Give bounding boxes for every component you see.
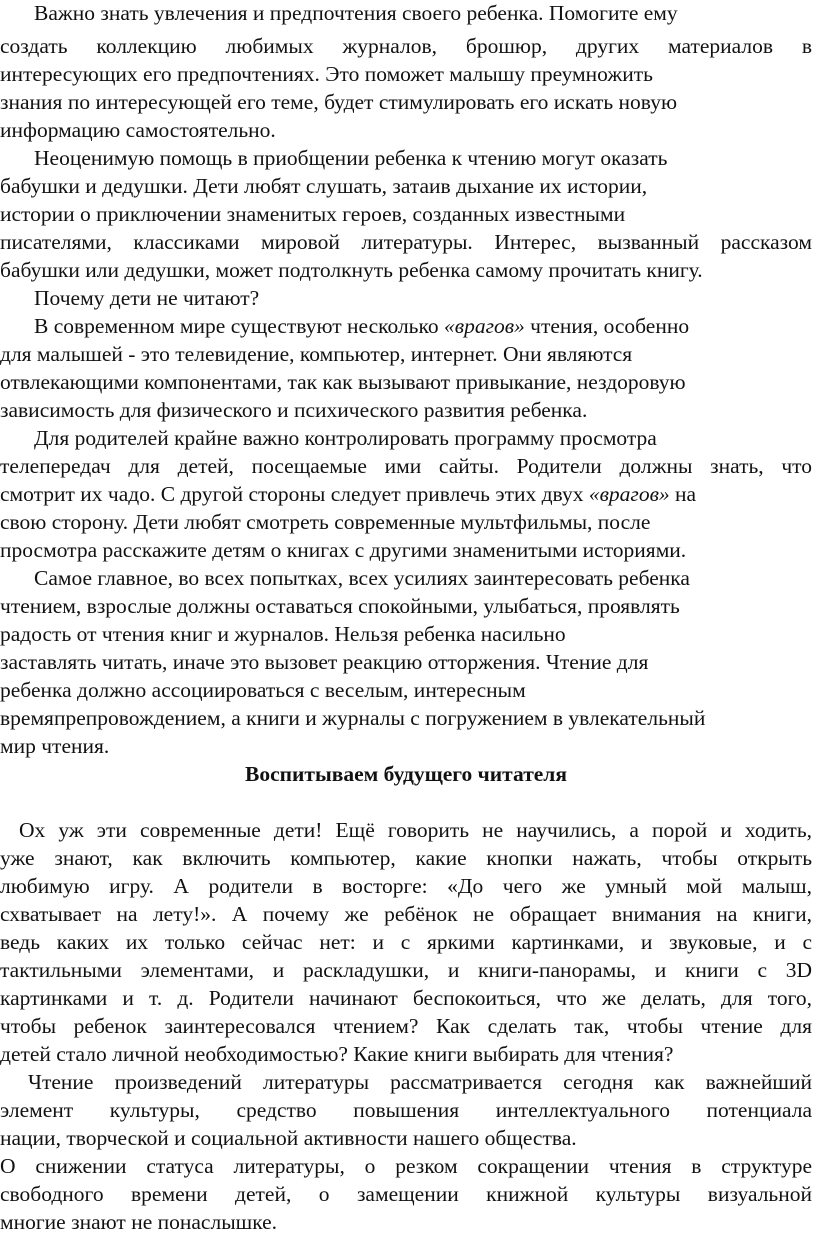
text-line: радость от чтения книг и журналов. Нельзя ребенка насильно [0, 622, 566, 646]
text-line: интересующих его предпочтениях. Это поможет малышу преумножить [0, 62, 653, 86]
text-line: бабушки и дедушки. Дети любят слушать, затаив дыхание их истории, [0, 174, 648, 198]
text-line [34, 312, 812, 340]
text-line: Чтение произведений литературы рассматривается сегодня как важнейший [28, 1070, 812, 1094]
text-fragment: на [669, 482, 697, 506]
text-line: ребенка должно ассоциироваться с веселым, интересным [0, 678, 526, 702]
text-line: чтением, взрослые должны оставаться спокойными, улыбаться, проявлять [0, 594, 680, 618]
subheading-question: Почему дети не читают? [34, 286, 260, 310]
text-line: информацию самостоятельно. [0, 118, 276, 142]
text-line: бабушки или дедушки, может подтолкнуть ребенка самому прочитать книгу. [0, 258, 703, 282]
text-line: свободного времени детей, о замещении книжной культуры визуальной [0, 1182, 812, 1206]
text-line: чтобы ребенок заинтересовался чтением? Как сделать так, чтобы чтение для [0, 1014, 812, 1038]
text-line: свою сторону. Дети любят смотреть современные мультфильмы, после [0, 510, 651, 534]
text-line [0, 480, 812, 508]
text-fragment: смотрит их чадо. С другой стороны следует привлечь этих двух [0, 482, 589, 506]
text-line: ведь каких их только сейчас нет: и с яркими картинками, и звуковые, и с [0, 930, 812, 954]
text-line: любимую игру. А родители в восторге: «До чего же умный мой малыш, [0, 874, 812, 898]
text-line: создать коллекцию любимых журналов, брошюр, других материалов в [0, 34, 812, 58]
text-line: картинками и т. д. Родители начинают беспокоиться, что же делать, для того, [0, 986, 812, 1010]
text-fragment: В современном мире существуют несколько [34, 314, 444, 338]
text-line: Ох уж эти современные дети! Ещё говорить не научились, а порой и ходить, [19, 818, 812, 842]
text-line: Неоценимую помощь в приобщении ребенка к чтению могут оказать [34, 146, 668, 170]
text-line: телепередач для детей, посещаемые ими сайты. Родители должны знать, что [0, 454, 812, 478]
text-line: тактильными элементами, и раскладушки, и книги-панорамы, и книги с 3D [0, 958, 812, 982]
emphasis-text: «врагов» [443, 314, 525, 338]
text-line: Важно знать увлечения и предпочтения своего ребенка. Помогите ему [34, 1, 678, 25]
text-line: уже знают, как включить компьютер, какие кнопки нажать, чтобы открыть [0, 846, 812, 870]
text-line: мир чтения. [0, 734, 110, 758]
text-line: писателями, классиками мировой литературы. Интерес, вызванный рассказом [0, 230, 812, 254]
text-line: зависимость для физического и психического развития ребенка. [0, 398, 588, 422]
text-line: многие знают не понаслышке. [0, 1210, 278, 1234]
section-heading: Воспитываем будущего читателя [244, 762, 567, 786]
text-line: О снижении статуса литературы, о резком сокращении чтения в структуре [0, 1154, 812, 1178]
text-line: элемент культуры, средство повышения интеллектуального потенциала [0, 1098, 812, 1122]
text-line: времяпрепровождением, а книги и журналы с погружением в увлекательный [0, 706, 706, 730]
text-line: Для родителей крайне важно контролировать программу просмотра [34, 426, 657, 450]
text-line: истории о приключении знаменитых героев, созданных известными [0, 202, 626, 226]
text-line: для малышей - это телевидение, компьютер, интернет. Они являются [0, 342, 633, 366]
text-line: просмотра расскажите детям о книгах с другими знаменитыми историями. [0, 538, 687, 562]
text-line: нации, творческой и социальной активности нашего общества. [0, 1126, 577, 1150]
text-fragment: чтения, особенно [524, 314, 690, 338]
text-line: схватывает на лету!». А почему же ребёнок не обращает внимания на книги, [0, 902, 812, 926]
text-line: детей стало личной необходимостью? Какие книги выбирать для чтения? [0, 1042, 674, 1066]
emphasis-text: «врагов» [588, 482, 670, 506]
text-line: Самое главное, во всех попытках, всех усилиях заинтересовать ребенка [34, 566, 690, 590]
text-line: заставлять читать, иначе это вызовет реакцию отторжения. Чтение для [0, 650, 649, 674]
text-line: отвлекающими компонентами, так как вызывают привыкание, нездоровую [0, 370, 686, 394]
text-line: знания по интересующей его теме, будет стимулировать его искать новую [0, 90, 678, 114]
